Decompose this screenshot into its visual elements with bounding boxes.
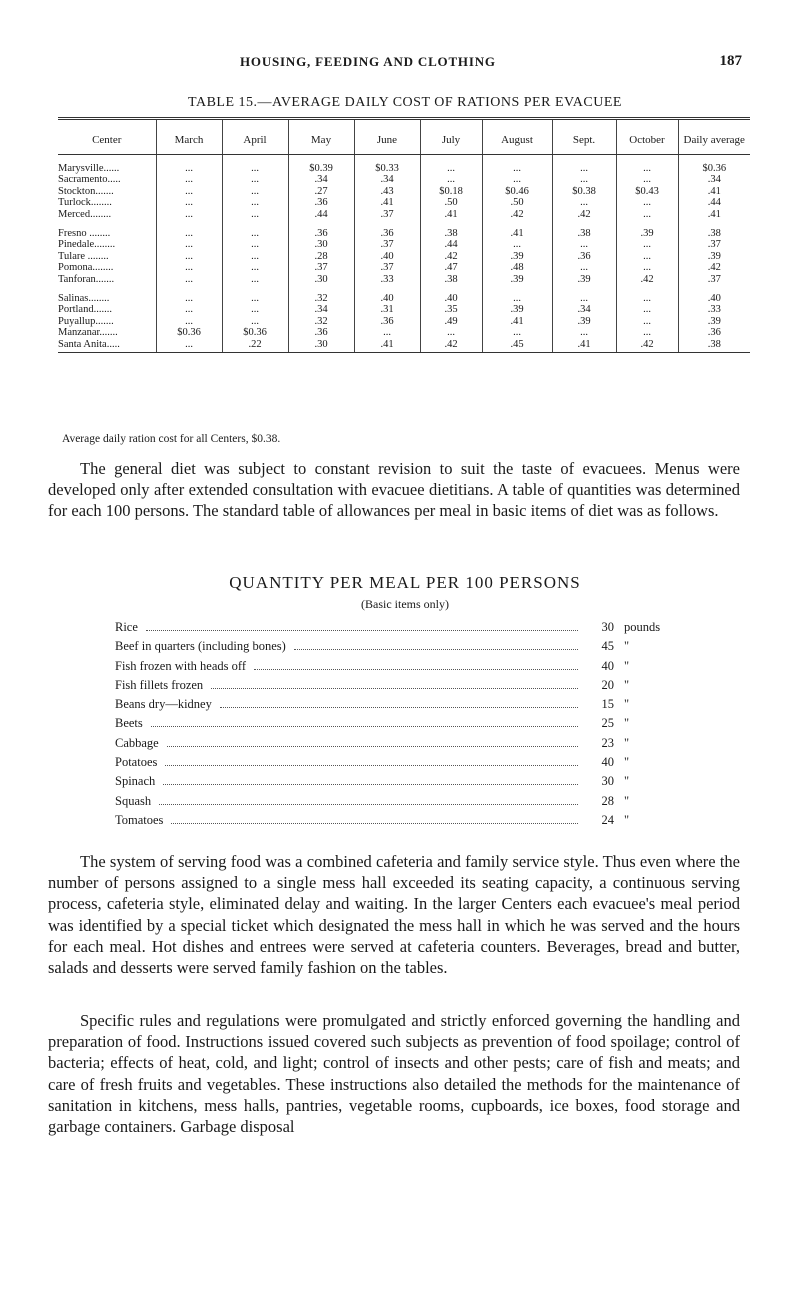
cost-cell: .48: [482, 262, 552, 273]
center-name: Puyallup.......: [58, 315, 114, 327]
spacer-cell: [552, 285, 616, 293]
dot-leader: [163, 784, 578, 785]
item-quantity: 40: [601, 755, 614, 770]
table-row: [58, 174, 750, 185]
item-quantity: 40: [601, 658, 614, 673]
table-row: [58, 304, 750, 315]
cost-cell: .37: [354, 262, 420, 273]
dot-leader: [171, 823, 578, 824]
cost-cell: .39: [616, 228, 678, 239]
quantity-item: [115, 678, 670, 697]
cost-cell: .37: [678, 239, 750, 250]
center-name: Fresno ........: [58, 228, 111, 240]
group-spacer: [58, 155, 750, 164]
cost-cell: .38: [678, 228, 750, 239]
item-name: Rice: [115, 620, 138, 634]
dot-leader: [211, 688, 578, 689]
spacer-cell: [552, 220, 616, 228]
cost-cell: ...: [222, 163, 288, 174]
cost-cell: ...: [156, 251, 222, 262]
cost-cell: ...: [222, 186, 288, 197]
spacer-cell: [156, 155, 222, 164]
cost-cell: ...: [482, 239, 552, 250]
cost-cell: .41: [354, 197, 420, 208]
cost-cell: ...: [616, 239, 678, 250]
table-row: [58, 186, 750, 197]
item-name: Cabbage: [115, 735, 159, 750]
item-quantity: 28: [601, 793, 614, 808]
cost-cell: ...: [222, 316, 288, 327]
cost-cell: .34: [552, 304, 616, 315]
cost-cell: .41: [678, 186, 750, 197]
cost-cell: ...: [616, 316, 678, 327]
cost-cell: .41: [420, 209, 482, 220]
spacer-cell: [288, 155, 354, 164]
cost-cell: ...: [552, 293, 616, 304]
cost-cell: ...: [482, 327, 552, 338]
center-name: Marysville......: [58, 163, 120, 174]
cost-cell: .36: [552, 251, 616, 262]
dot-leader: [159, 804, 578, 805]
cost-cell: .37: [354, 239, 420, 250]
cost-cell: $0.43: [616, 186, 678, 197]
spacer-cell: [678, 220, 750, 228]
cost-cell: ...: [156, 304, 222, 315]
cost-cell: .34: [288, 174, 354, 185]
column-header: August: [482, 119, 552, 155]
quantity-item: [115, 697, 670, 716]
dot-leader: [151, 726, 578, 727]
item-unit: ": [624, 735, 630, 750]
cost-cell: $0.36: [156, 327, 222, 338]
spacer-cell: [354, 220, 420, 228]
paragraph-diet: The general diet was subject to constant revision to suit the taste of evacuees. Menus were developed only after extended consultation with evacuee dietitians. A table of quantities was determined for each 100 persons. The standard table of allowances per meal in basic items of diet was as follows.: [48, 459, 740, 520]
cost-cell: ...: [222, 304, 288, 315]
cost-cell: ...: [156, 174, 222, 185]
cost-cell: ...: [222, 209, 288, 220]
item-name: Tomatoes: [115, 812, 164, 827]
cost-cell: .39: [552, 274, 616, 285]
item-name: Spinach: [115, 774, 156, 789]
table-row: [58, 209, 750, 220]
quantity-list: [115, 620, 670, 832]
table-row: [58, 316, 750, 327]
dot-leader: [254, 669, 578, 670]
cost-cell: ...: [616, 197, 678, 208]
cost-cell: ...: [552, 239, 616, 250]
table-row: [58, 197, 750, 208]
quantity-subtitle: (Basic items only): [361, 597, 449, 611]
spacer-cell: [482, 220, 552, 228]
table-row: [58, 163, 750, 174]
cost-cell: .38: [420, 274, 482, 285]
center-name: Stockton.......: [58, 185, 114, 197]
cost-cell: ...: [552, 174, 616, 185]
group-spacer: [58, 285, 750, 293]
quantity-item: [115, 639, 670, 658]
center-name: Tulare ........: [58, 250, 109, 262]
center-name: Manzanar.......: [58, 327, 118, 339]
item-unit: ": [624, 716, 630, 731]
column-header: Sept.: [552, 119, 616, 155]
cost-cell: ...: [222, 174, 288, 185]
spacer-cell: [482, 285, 552, 293]
item-quantity: 45: [601, 639, 614, 654]
cost-cell: .36: [288, 228, 354, 239]
cost-cell: .41: [482, 316, 552, 327]
cost-cell: ...: [354, 327, 420, 338]
cost-cell: $0.38: [552, 186, 616, 197]
cost-cell: .32: [288, 316, 354, 327]
quantity-item: [115, 659, 670, 678]
center-name: Turlock........: [58, 197, 112, 209]
cost-cell: .50: [420, 197, 482, 208]
dot-leader: [167, 746, 578, 747]
column-header: May: [288, 119, 354, 155]
paragraph-serving: The system of serving food was a combined cafeteria and family service style. Thus even where the number of persons assigned to a single mess hall exceeded its seating capacity, a continuous serving process, cafeteria style, eliminated delay and waiting. In the larger Centers each evacuee's meal period was identified by a special ticket which designated the mess hall in which he was served and the hours for each meal. Hot dishes and entrees were served at cafeteria counters. Beverages, bread and butter, salads and desserts were served family fashion on the tables.: [48, 852, 740, 978]
item-name: Beans dry—kidney: [115, 697, 212, 712]
spacer-cell: [58, 220, 156, 228]
cost-cell: .43: [354, 186, 420, 197]
cost-cell: ...: [482, 293, 552, 304]
cost-cell: ...: [552, 327, 616, 338]
spacer-cell: [58, 285, 156, 293]
cost-cell: $0.36: [222, 327, 288, 338]
center-name: Salinas........: [58, 293, 110, 305]
item-quantity: 25: [601, 716, 614, 731]
spacer-cell: [156, 220, 222, 228]
table-body: [58, 155, 750, 353]
cost-cell: .36: [354, 228, 420, 239]
item-quantity: 24: [601, 812, 614, 827]
center-name: Santa Anita.....: [58, 339, 156, 353]
cost-cell: ...: [616, 251, 678, 262]
quantity-item: [115, 794, 670, 813]
item-name: Fish fillets frozen: [115, 677, 204, 692]
spacer-cell: [58, 155, 156, 164]
item-quantity: 23: [601, 735, 614, 750]
dot-leader: [165, 765, 578, 766]
cost-cell: .34: [288, 304, 354, 315]
column-header: Daily average: [678, 119, 750, 155]
spacer-cell: [354, 285, 420, 293]
spacer-cell: [552, 155, 616, 164]
cost-cell: .36: [354, 316, 420, 327]
center-name: Tanforan.......: [58, 273, 115, 285]
paragraph-rules: Specific rules and regulations were promulgated and strictly enforced governing the handling and preparation of food. Instructions issued covered such subjects as prevention of food spoilage; control of bacteria; effects of heat, cold, and light; control of insects and other pests; care of fish and meats; and care of fresh fruits and vegetables. These instructions also detailed the methods for the maintenance of sanitation in kitchens, mess halls, pantries, vegetable rooms, cupboards, ice boxes, food storage and garbage containers. Garbage disposal: [48, 1011, 740, 1137]
cost-cell: .39: [678, 316, 750, 327]
cost-cell: .44: [420, 239, 482, 250]
cost-cell: ...: [156, 339, 222, 353]
cost-cell: ...: [222, 239, 288, 250]
cost-cell: ...: [616, 262, 678, 273]
cost-cell: .42: [552, 209, 616, 220]
item-unit: ": [624, 812, 630, 827]
cost-cell: .42: [420, 251, 482, 262]
cost-cell: .42: [420, 339, 482, 353]
column-header: March: [156, 119, 222, 155]
cost-cell: $0.33: [354, 163, 420, 174]
cost-cell: .39: [482, 251, 552, 262]
running-head: [60, 54, 750, 74]
cost-cell: ...: [616, 327, 678, 338]
cost-cell: .47: [420, 262, 482, 273]
spacer-cell: [156, 285, 222, 293]
spacer-cell: [420, 155, 482, 164]
cost-cell: .35: [420, 304, 482, 315]
cost-cell: .42: [678, 262, 750, 273]
item-unit: ": [624, 774, 630, 789]
table-caption: TABLE 15.—AVERAGE DAILY COST OF RATIONS PER EVACUEE: [188, 95, 622, 110]
spacer-cell: [354, 155, 420, 164]
table-row: [58, 251, 750, 262]
spacer-cell: [678, 285, 750, 293]
cost-cell: ...: [420, 327, 482, 338]
cost-cell: .38: [552, 228, 616, 239]
item-quantity: 30: [601, 774, 614, 789]
cost-cell: .42: [616, 274, 678, 285]
table-row: [58, 239, 750, 250]
spacer-cell: [420, 220, 482, 228]
cost-cell: .34: [354, 174, 420, 185]
cost-cell: ...: [482, 174, 552, 185]
quantity-item: [115, 736, 670, 755]
cost-cell: ...: [616, 174, 678, 185]
cost-cell: .27: [288, 186, 354, 197]
quantity-item: [115, 774, 670, 793]
column-header: Center: [58, 119, 156, 155]
cost-cell: ...: [420, 163, 482, 174]
spacer-cell: [222, 220, 288, 228]
dot-leader: [146, 630, 578, 631]
column-header: October: [616, 119, 678, 155]
cost-cell: .39: [678, 251, 750, 262]
cost-cell: .49: [420, 316, 482, 327]
table-row: [58, 339, 750, 353]
quantity-title: QUANTITY PER MEAL PER 100 PERSONS: [229, 573, 581, 592]
cost-cell: ...: [156, 293, 222, 304]
item-quantity: 15: [601, 697, 614, 712]
spacer-cell: [222, 155, 288, 164]
center-name: Pinedale........: [58, 239, 116, 251]
cost-cell: ...: [552, 262, 616, 273]
spacer-cell: [482, 155, 552, 164]
cost-cell: .22: [222, 339, 288, 353]
cost-cell: .36: [288, 327, 354, 338]
cost-cell: $0.18: [420, 186, 482, 197]
center-name: Merced........: [58, 208, 112, 220]
cost-cell: .40: [354, 251, 420, 262]
item-unit: ": [624, 677, 630, 692]
spacer-cell: [288, 285, 354, 293]
cost-cell: .45: [482, 339, 552, 353]
cost-cell: $0.39: [288, 163, 354, 174]
cost-cell: ...: [552, 197, 616, 208]
cost-cell: ...: [552, 163, 616, 174]
cost-cell: ...: [156, 163, 222, 174]
dot-leader: [294, 649, 578, 650]
cost-cell: .28: [288, 251, 354, 262]
group-spacer: [58, 220, 750, 228]
cost-cell: .41: [354, 339, 420, 353]
spacer-cell: [616, 285, 678, 293]
cost-cell: .44: [678, 197, 750, 208]
center-name: Portland.......: [58, 304, 112, 316]
table-row: [58, 262, 750, 273]
table-row: [58, 228, 750, 239]
cost-cell: ...: [156, 262, 222, 273]
center-name: Pomona........: [58, 262, 114, 274]
quantity-item: [115, 716, 670, 735]
cost-cell: $0.36: [678, 163, 750, 174]
cost-cell: ...: [156, 186, 222, 197]
quantity-item: [115, 620, 670, 639]
cost-cell: ...: [222, 228, 288, 239]
cost-cell: .38: [678, 339, 750, 353]
spacer-cell: [616, 155, 678, 164]
cost-cell: ...: [616, 209, 678, 220]
cost-cell: .41: [678, 209, 750, 220]
table-header-row: [58, 119, 750, 155]
cost-cell: ...: [222, 293, 288, 304]
cost-cell: ...: [156, 209, 222, 220]
cost-cell: ...: [222, 274, 288, 285]
cost-cell: .37: [354, 209, 420, 220]
page-number: 187: [719, 53, 742, 69]
cost-cell: .42: [482, 209, 552, 220]
cost-cell: ...: [222, 197, 288, 208]
cost-cell: .37: [678, 274, 750, 285]
cost-cell: .39: [552, 316, 616, 327]
cost-cell: .41: [552, 339, 616, 353]
cost-cell: $0.46: [482, 186, 552, 197]
item-unit: ": [624, 755, 630, 770]
item-unit: ": [624, 658, 630, 673]
cost-cell: .33: [354, 274, 420, 285]
table-row: [58, 274, 750, 285]
cost-cell: .36: [288, 197, 354, 208]
cost-cell: .34: [678, 174, 750, 185]
table-row: [58, 327, 750, 338]
cost-cell: ...: [616, 163, 678, 174]
cost-cell: .30: [288, 239, 354, 250]
cost-cell: .33: [678, 304, 750, 315]
item-name: Squash: [115, 793, 152, 808]
table-footnote: Average daily ration cost for all Centers, $0.38.: [62, 433, 281, 445]
cost-cell: ...: [222, 251, 288, 262]
cost-cell: .40: [678, 293, 750, 304]
cost-cell: .50: [482, 197, 552, 208]
item-name: Fish frozen with heads off: [115, 658, 246, 673]
cost-cell: ...: [156, 197, 222, 208]
item-unit: ": [624, 697, 630, 712]
item-name: Potatoes: [115, 755, 158, 770]
cost-cell: .36: [678, 327, 750, 338]
item-name: Beef in quarters (including bones): [115, 639, 286, 654]
spacer-cell: [420, 285, 482, 293]
cost-cell: ...: [156, 274, 222, 285]
item-unit: ": [624, 793, 630, 808]
cost-cell: ...: [420, 174, 482, 185]
cost-cell: ...: [482, 163, 552, 174]
item-unit: ": [624, 639, 630, 654]
center-name: Sacramento.....: [58, 174, 121, 186]
cost-cell: .39: [482, 304, 552, 315]
quantity-item: [115, 813, 670, 832]
quantity-item: [115, 755, 670, 774]
item-name: Beets: [115, 716, 143, 731]
cost-cell: ...: [156, 239, 222, 250]
cost-cell: ...: [616, 304, 678, 315]
column-header: April: [222, 119, 288, 155]
cost-cell: ...: [616, 293, 678, 304]
cost-cell: .41: [482, 228, 552, 239]
column-header: June: [354, 119, 420, 155]
spacer-cell: [222, 285, 288, 293]
spacer-cell: [616, 220, 678, 228]
item-quantity: 20: [601, 677, 614, 692]
column-header: July: [420, 119, 482, 155]
spacer-cell: [288, 220, 354, 228]
cost-cell: ...: [222, 262, 288, 273]
cost-cell: .42: [616, 339, 678, 353]
cost-cell: .40: [354, 293, 420, 304]
cost-cell: ...: [156, 228, 222, 239]
ration-cost-table: [58, 117, 750, 353]
cost-cell: ...: [156, 316, 222, 327]
cost-cell: .38: [420, 228, 482, 239]
item-unit: pounds: [624, 620, 661, 634]
cost-cell: .30: [288, 339, 354, 353]
table-row: [58, 293, 750, 304]
cost-cell: .44: [288, 209, 354, 220]
cost-cell: .30: [288, 274, 354, 285]
cost-cell: .40: [420, 293, 482, 304]
cost-cell: .31: [354, 304, 420, 315]
cost-cell: .37: [288, 262, 354, 273]
spacer-cell: [678, 155, 750, 164]
item-quantity: 30: [601, 620, 614, 634]
cost-cell: .32: [288, 293, 354, 304]
cost-cell: .39: [482, 274, 552, 285]
dot-leader: [220, 707, 578, 708]
running-head-title: HOUSING, FEEDING AND CLOTHING: [240, 54, 496, 69]
